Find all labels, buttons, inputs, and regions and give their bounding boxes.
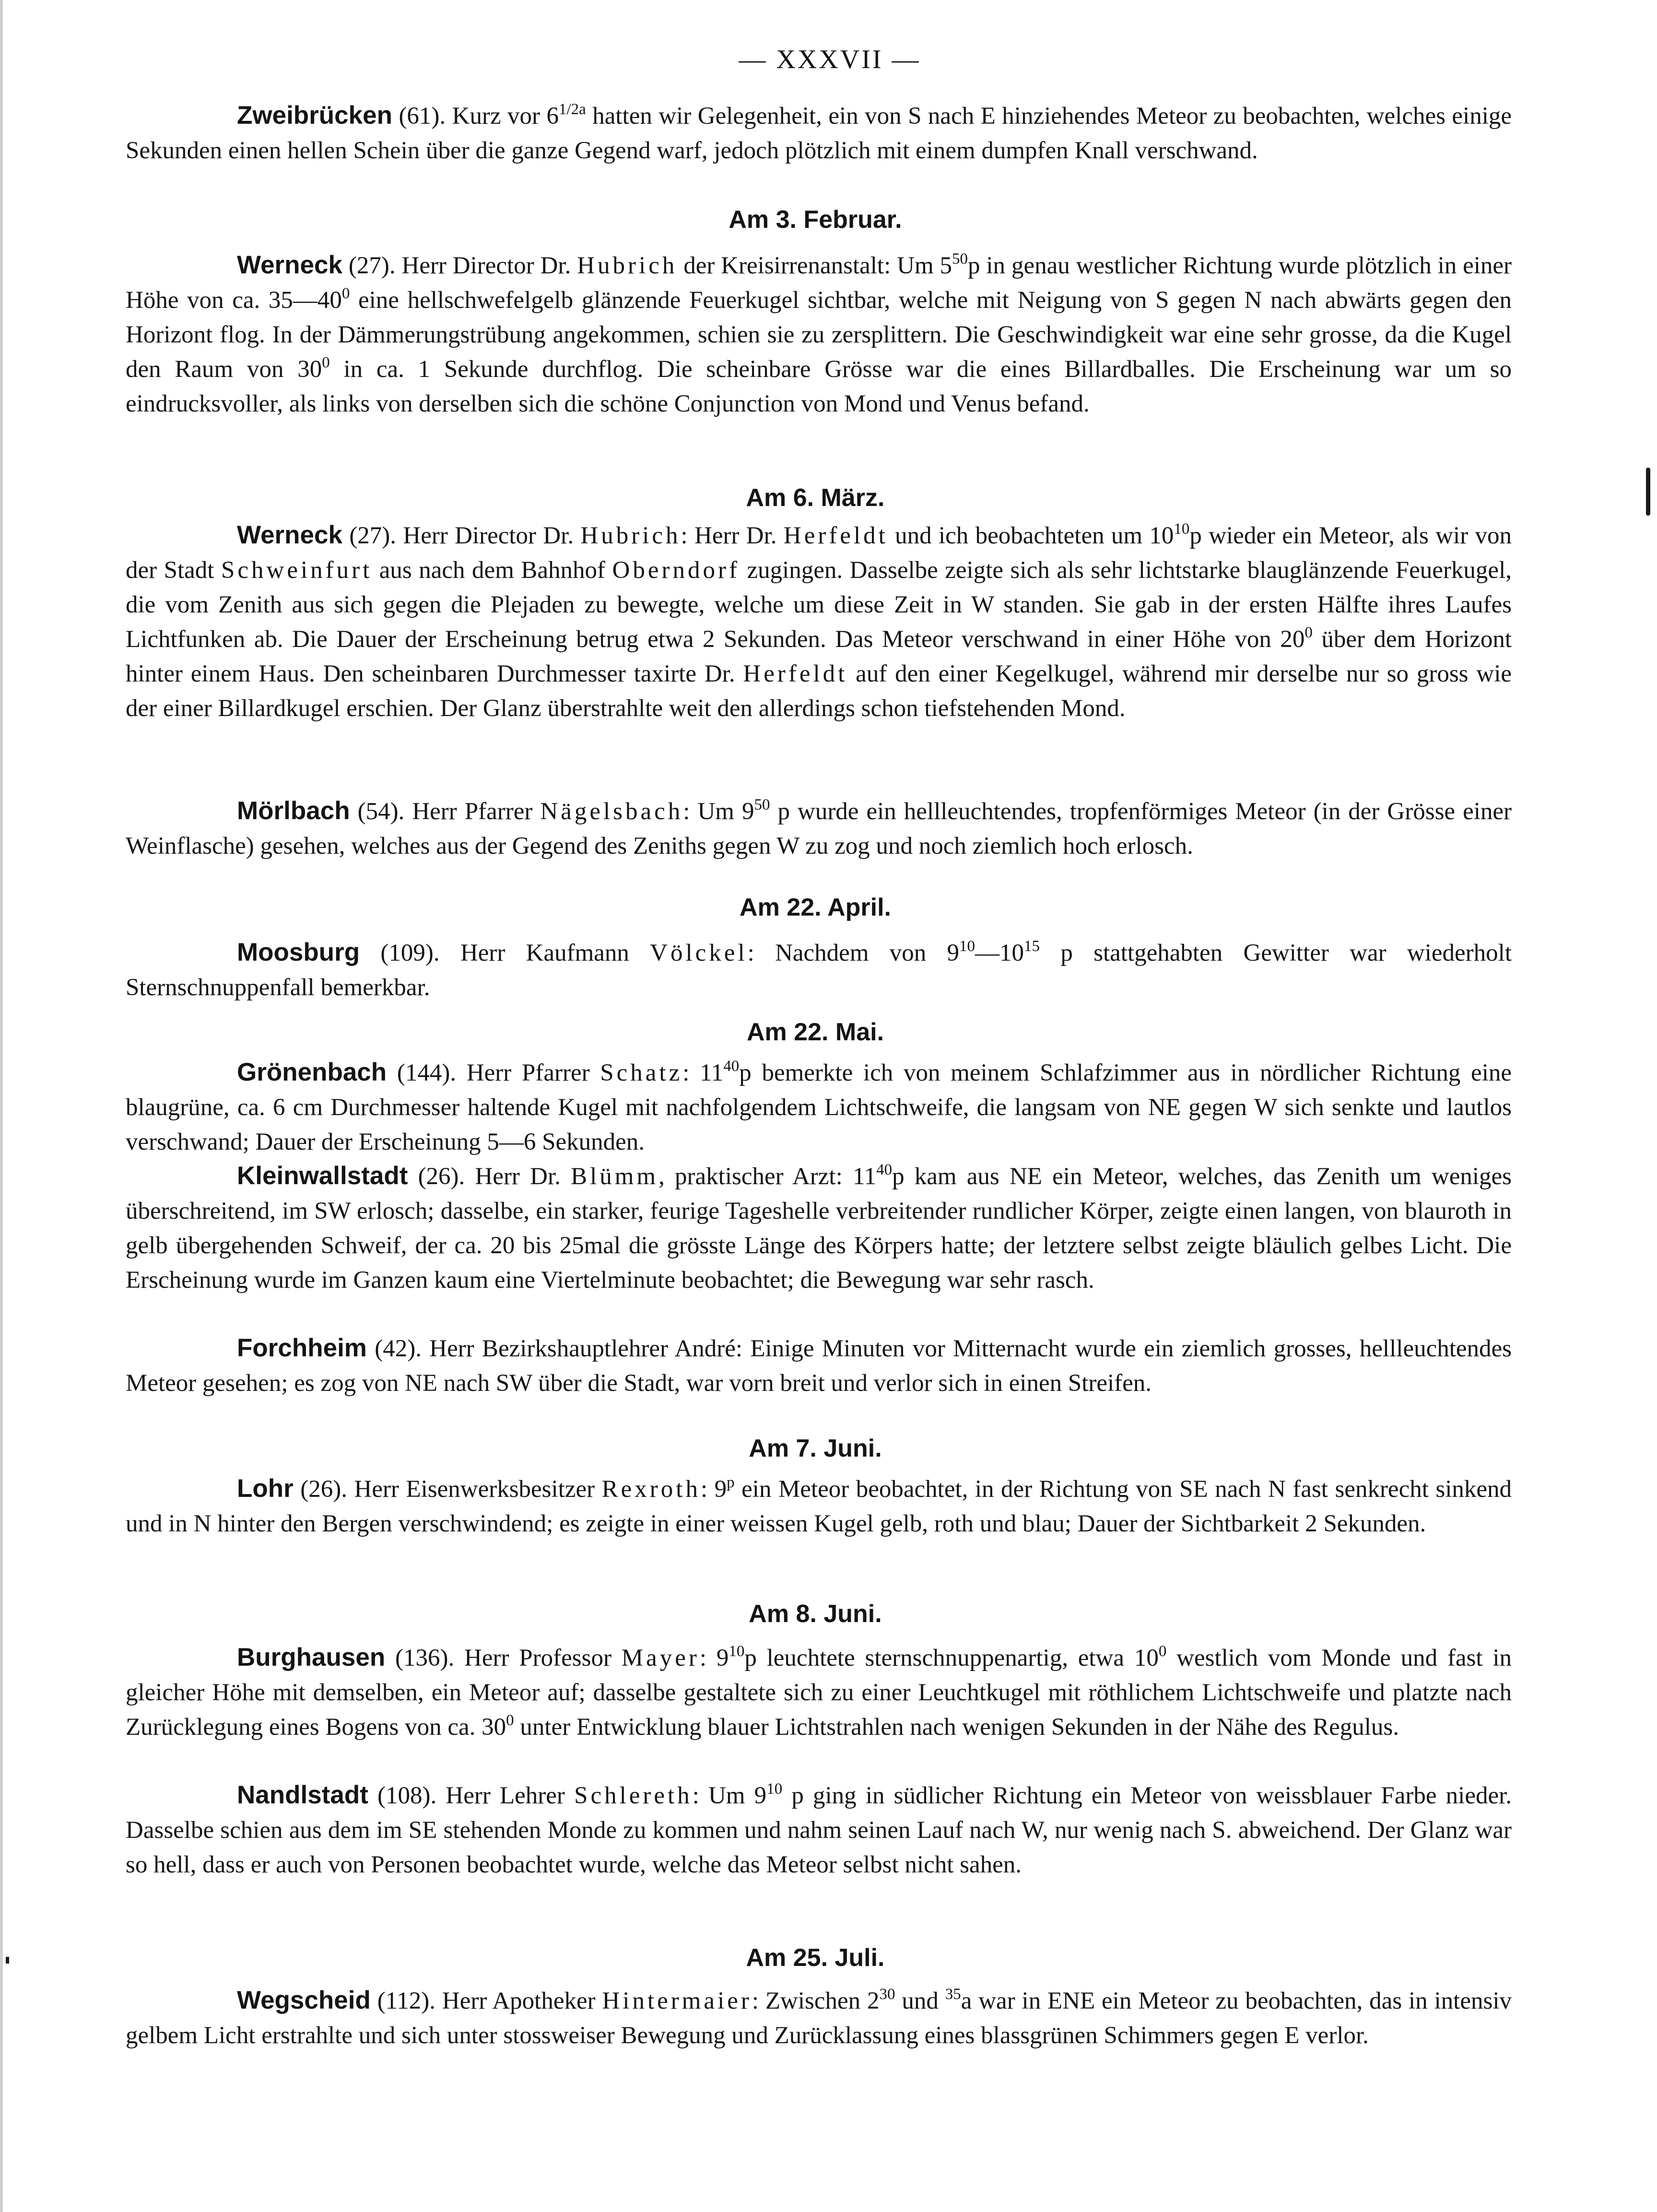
place-name: Kleinwallstadt: [237, 1162, 408, 1190]
entry-moosburg: [126, 935, 1512, 1005]
date-heading: Am 7. Juni.: [749, 1435, 882, 1462]
entry-text: : 9: [699, 1645, 729, 1671]
entry-text: westlich vom Monde und fast in gleicher Höhe mit demselben, ein Meteor auf; dasselbe gestaltete sich zu einer Leuchtkugel mit röthlichem Lichtschweife und platzte nach Zurücklegung eines Bogens von ca. 30: [126, 1645, 1512, 1741]
observer-name: Hubrich: [580, 522, 681, 549]
superscript: 15: [1024, 938, 1040, 955]
station-ref: (27).: [349, 522, 397, 549]
place-name: Moosburg: [237, 938, 360, 966]
scan-edge-line: [0, 0, 3, 2212]
observer-name: Herfeldt: [743, 660, 848, 687]
entry-text: p kam aus NE ein Meteor, welches, das Zenith um weniges überschreitend, im SW erlosch; dasselbe, ein starker, feurige Tageshelle verbreitender rundlicher Körper, zeigte einen langen, von blauroth in gelb übergehenden Schweif, der ca. 20 bis 25mal die grösste Länge des Körpers hatte; der letztere selbst zeigte bläulich gelbes Licht. Die Erscheinung wurde im Ganzen kaum eine Viertelminute beobachtet; die Bewegung war sehr rasch.: [126, 1163, 1512, 1294]
entry-text: Herr Eisenwerksbesitzer: [354, 1476, 602, 1503]
superscript: 50: [754, 796, 770, 813]
entry-text: auf den einer Kegelkugel, während mir derselbe nur so gross wie der einer Billardkugel erschien. Der Glanz überstrahlte weit den allerdings schon tiefstehenden Mond.: [126, 660, 1512, 722]
observer-name: Hubrich: [577, 252, 678, 279]
entry-text: a war in ENE ein Meteor zu beobachten, das in intensiv gelbem Licht erstrahlte und sich unter stossweiser Bewegung und Zurücklassung eines blassgrünen Schimmers gegen E verlor.: [126, 1988, 1512, 2049]
entry-text: Herr Lehrer: [446, 1782, 575, 1809]
superscript: 40: [876, 1161, 893, 1178]
page-number: — XXXVII —: [739, 45, 921, 74]
entry-text: : 11: [682, 1059, 724, 1086]
entry-nandlstadt: [126, 1778, 1512, 1882]
entry-wegscheid: [126, 1983, 1512, 2053]
station-ref: (61).: [399, 103, 446, 129]
entry-lohr: [126, 1471, 1512, 1541]
entry-text: p bemerkte ich von meinem Schlafzimmer aus in nördlicher Richtung eine blaugrüne, ca. 6 cm Durchmesser haltende Kugel mit nachfolgendem Lichtschweife, die langsam von NE gegen W sich senkte und lautlos verschwand; Dauer der Erscheinung 5—6 Sekunden.: [126, 1059, 1512, 1155]
observer-name: Völckel: [650, 940, 748, 966]
superscript: 50: [952, 250, 968, 268]
date-heading: Am 3. Februar.: [729, 206, 902, 234]
station-ref: (136).: [395, 1645, 455, 1671]
entry-text: p in genau westlicher Richtung wurde plötzlich in einer Höhe von ca. 35—40: [126, 252, 1512, 314]
observer-name: Schatz: [600, 1059, 683, 1086]
entry-text: zugingen. Dasselbe zeigte sich als sehr lichtstarke blauglänzende Feuerkugel, die vom Zenith aus sich gegen die Plejaden zu bewegte, welche um diese Zeit in W standen. Sie gab in der ersten Hälfte ihres Laufes Lichtfunken ab. Die Dauer der Erscheinung betrug etwa 2 Sekunden. Das Meteor verschwand in einer Höhe von 20: [126, 557, 1512, 653]
entry-burghausen: [126, 1640, 1512, 1744]
station-ref: (108).: [377, 1782, 437, 1809]
entry-forchheim: [126, 1331, 1512, 1400]
entry-werneck-february: [126, 248, 1512, 421]
observer-name: Mayer: [621, 1645, 700, 1671]
entry-text: p wieder ein Meteor, als wir von der Stadt: [126, 522, 1512, 584]
entry-text: : Um 9: [683, 798, 754, 825]
entry-text: , praktischer Arzt: 11: [658, 1163, 877, 1190]
entry-text: Herr Professor: [464, 1645, 622, 1671]
place-name: Nandlstadt: [237, 1781, 368, 1809]
station-ref: (26).: [300, 1476, 347, 1503]
entry-text: Herr Director Dr.: [403, 522, 581, 549]
entry-text: in ca. 1 Sekunde durchflog. Die scheinbare Grösse war die eines Billardballes. Die Erscheinung war um so eindrucksvoller, als links von derselben sich die schöne Conjunction von Mond und Venus befand.: [126, 356, 1512, 417]
entry-text: eine hellschwefelgelb glänzende Feuerkugel sichtbar, welche mit Neigung von S gegen N nach abwärts gegen den Horizont flog. In der Dämmerungstrübung angekommen, schien sie zu zersplittern. Die Geschwindigkeit war eine sehr grosse, da die Kugel den Raum von 30: [126, 287, 1512, 383]
entry-text: Herr Apotheker: [442, 1988, 602, 2014]
superscript: 0: [1304, 624, 1313, 641]
observer-name: Herfeldt: [783, 522, 888, 549]
station-ref: (27).: [348, 252, 396, 279]
entry-text: aus nach dem Bahnhof: [372, 557, 612, 584]
place-name: Zweibrücken: [237, 101, 392, 129]
superscript: 10: [766, 1780, 783, 1798]
entry-text: Herr Pfarrer: [466, 1059, 600, 1086]
date-heading: Am 25. Juli.: [746, 1944, 885, 1972]
entry-moerlbach: [126, 794, 1512, 863]
entry-zweibruecken: [126, 98, 1512, 168]
superscript: p: [727, 1474, 735, 1491]
entry-text: p stattgehabten Gewitter war wiederholt Sternschnuppenfall bemerkbar.: [126, 940, 1512, 1001]
scan-edge-mark: [1646, 468, 1650, 516]
entry-text: —10: [975, 940, 1024, 966]
entry-text: und ich beobachteten um 10: [888, 522, 1174, 549]
entry-text: : Herr Dr.: [681, 522, 784, 549]
station-ref: (54).: [357, 798, 405, 825]
entry-text: Herr Kaufmann: [460, 940, 650, 966]
superscript: 10: [1174, 520, 1190, 538]
entry-werneck-march: [126, 518, 1512, 726]
entry-text: : Um 9: [692, 1782, 767, 1809]
superscript: 30: [879, 1986, 895, 2003]
place-name: Werneck: [237, 521, 342, 549]
entry-text: p leuchtete sternschnuppenartig, etwa 10: [744, 1645, 1159, 1671]
entry-text: der Kreisirrenanstalt: Um 5: [677, 252, 952, 279]
entry-kleinwallstadt: [126, 1159, 1512, 1297]
entry-text: : Nachdem von 9: [747, 940, 960, 966]
place-name: Mörlbach: [237, 797, 350, 825]
place-name: Burghausen: [237, 1643, 386, 1671]
entry-text: : 9: [700, 1476, 727, 1503]
place-name: Wegscheid: [237, 1986, 371, 2014]
superscript: 10: [729, 1643, 745, 1660]
date-heading: Am 8. Juni.: [749, 1600, 882, 1628]
station-ref: (42).: [375, 1335, 422, 1362]
superscript: 0: [1158, 1643, 1167, 1660]
date-heading: Am 22. Mai.: [746, 1018, 884, 1046]
observer-name: Schlereth: [574, 1782, 693, 1809]
superscript: 1/2a: [559, 101, 586, 118]
entry-text: p ging in südlicher Richtung ein Meteor von weissblauer Farbe nieder. Dasselbe schien aus dem im SE stehenden Monde zu kommen und nahm seinen Lauf nach W, nur wenig nach S. abweichend. Der Glanz war so hell, dass er auch von Personen beobachtet wurde, welche das Meteor selbst nicht sahen.: [126, 1782, 1512, 1878]
entry-groenenbach: [126, 1055, 1512, 1159]
date-heading: Am 22. April.: [740, 894, 891, 921]
station-ref: (26).: [418, 1163, 465, 1190]
place-name: Forchheim: [237, 1334, 367, 1362]
observer-name: Rexroth: [601, 1476, 701, 1503]
place-name: Lohr: [237, 1474, 294, 1503]
entry-text: p wurde ein hellleuchtendes, tropfenförmiges Meteor (in der Grösse einer Weinflasche) gesehen, welches aus der Gegend des Zeniths gegen W zu zog und noch ziemlich hoch erlosch.: [126, 798, 1512, 859]
observer-name: Blümm: [571, 1163, 659, 1190]
station-ref: (109).: [380, 940, 440, 966]
entry-text: hatten wir Gelegenheit, ein von S nach E hinziehendes Meteor zu beobachten, welches einige Sekunden einen hellen Schein über die ganze Gegend warf, jedoch plötzlich mit einem dumpfen Knall verschwand.: [126, 103, 1512, 164]
place-name: Werneck: [237, 251, 342, 279]
entry-text: Herr Bezirkshauptlehrer André: Einige Minuten vor Mitternacht wurde ein ziemlich grosses, hellleuchtendes Meteor gesehen; es zog von NE nach SW über die Stadt, war vorn breit und verlor sich in einen Streifen.: [126, 1335, 1512, 1397]
superscript: 35: [945, 1986, 961, 2003]
observer-name: Hintermaier: [602, 1988, 752, 2014]
observer-name: Nägelsbach: [540, 798, 683, 825]
superscript: 0: [506, 1712, 514, 1729]
superscript: 0: [322, 354, 330, 371]
entry-text: : Zwischen 2: [752, 1988, 880, 2014]
entry-text: Herr Director Dr.: [401, 252, 577, 279]
scan-edge-mark: [6, 1957, 9, 1964]
station-ref: (112).: [377, 1988, 436, 2014]
entry-text: und: [895, 1988, 945, 2014]
entry-text: über dem Horizont hinter einem Haus. Den scheinbaren Durchmesser taxirte Dr.: [126, 626, 1512, 687]
place-mention: Oberndorf: [612, 557, 740, 584]
place-name: Grönenbach: [237, 1058, 387, 1086]
station-ref: (144).: [397, 1059, 457, 1086]
date-heading: Am 6. März.: [746, 484, 885, 512]
entry-text: Herr Pfarrer: [412, 798, 541, 825]
entry-text: Herr Dr.: [475, 1163, 571, 1190]
superscript: 10: [959, 938, 975, 955]
entry-text: Kurz vor 6: [452, 103, 559, 129]
entry-text: unter Entwicklung blauer Lichtstrahlen nach wenigen Sekunden in der Nähe des Regulus.: [514, 1714, 1399, 1741]
superscript: 0: [341, 285, 350, 302]
entry-text: ein Meteor beobachtet, in der Richtung von SE nach N fast senkrecht sinkend und in N hinter den Bergen verschwindend; es zeigte in einer weissen Kugel gelb, roth und blau; Dauer der Sichtbarkeit 2 Sekunden.: [126, 1476, 1512, 1537]
superscript: 40: [723, 1058, 740, 1075]
place-mention: Schweinfurt: [221, 557, 373, 584]
